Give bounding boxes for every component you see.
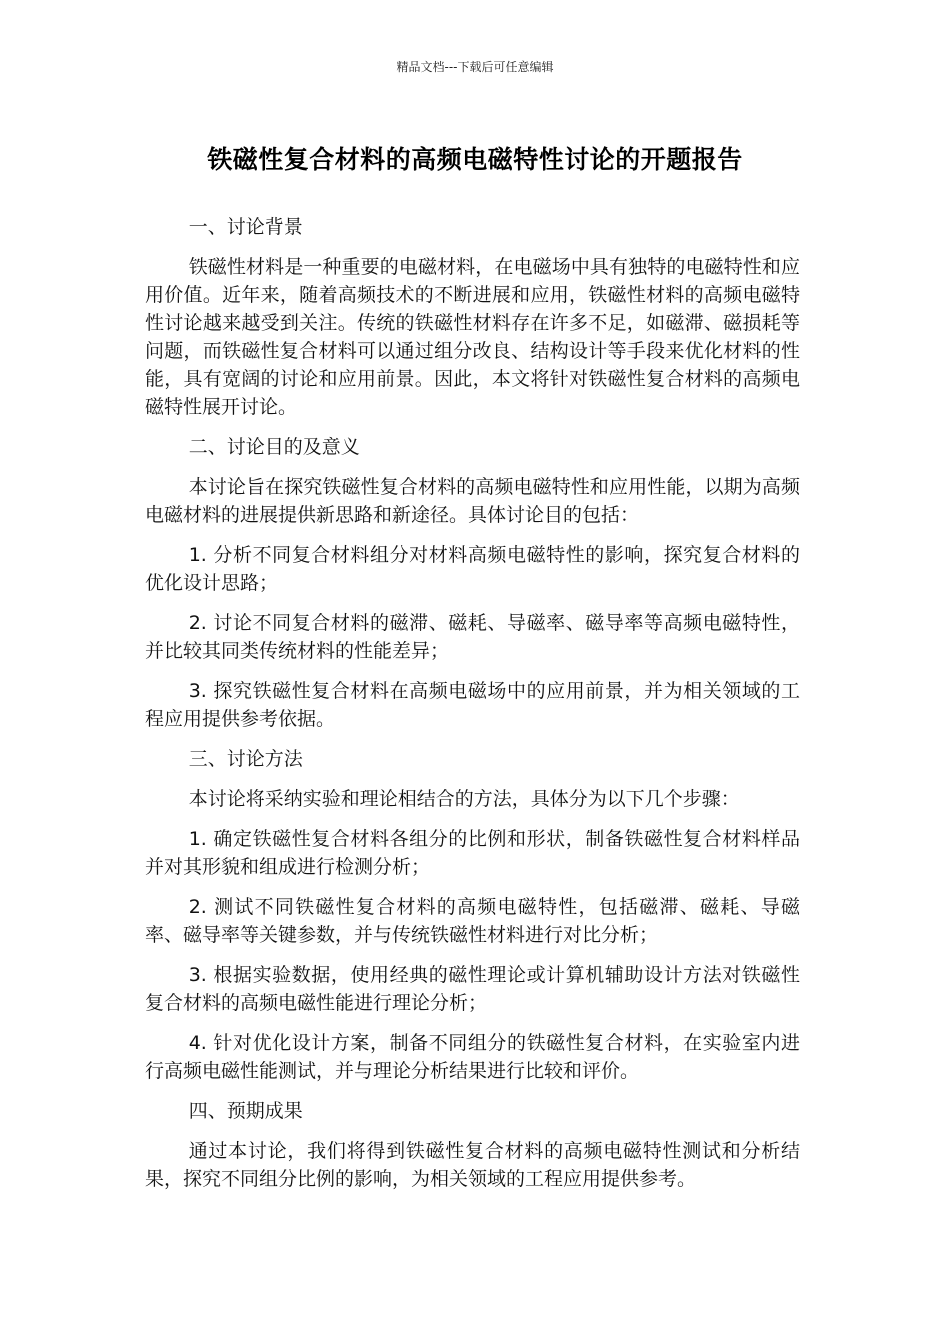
document-body <box>145 213 800 1205</box>
purpose-item-3: 3. 探究铁磁性复合材料在高频电磁场中的应用前景，并为相关领域的工程应用提供参考依据。 <box>145 680 800 730</box>
method-step-1: 1. 确定铁磁性复合材料各组分的比例和形状，制备铁磁性复合材料样品并对其形貌和组成进行检测分析； <box>145 828 800 878</box>
method-step-4: 4. 针对优化设计方案，制备不同组分的铁磁性复合材料，在实验室内进行高频电磁性能测试，并与理论分析结果进行比较和评价。 <box>145 1032 800 1082</box>
header-note: 精品文档---下载后可任意编辑 <box>396 60 554 74</box>
method-step-2: 2. 测试不同铁磁性复合材料的高频电磁特性，包括磁滞、磁耗、导磁率、磁导率等关键参数，并与传统铁磁性材料进行对比分析； <box>145 896 800 946</box>
paragraph-method: 本讨论将采纳实验和理论相结合的方法，具体分为以下几个步骤： <box>188 788 740 810</box>
document-title: 铁磁性复合材料的高频电磁特性讨论的开题报告 <box>207 145 743 174</box>
purpose-item-2: 2. 讨论不同复合材料的磁滞、磁耗、导磁率、磁导率等高频电磁特性，并比较其同类传统材料的性能差异； <box>145 612 800 662</box>
paragraph-purpose: 本讨论旨在探究铁磁性复合材料的高频电磁特性和应用性能，以期为高频电磁材料的进展提供新思路和新途径。具体讨论目的包括： <box>145 476 800 526</box>
purpose-item-1: 1. 分析不同复合材料组分对材料高频电磁特性的影响，探究复合材料的优化设计思路； <box>145 544 800 594</box>
section-heading-results: 四、预期成果 <box>188 1100 303 1122</box>
section-heading-purpose: 二、讨论目的及意义 <box>188 436 360 458</box>
section-heading-method: 三、讨论方法 <box>188 748 303 770</box>
section-heading-background: 一、讨论背景 <box>188 216 303 238</box>
paragraph-background: 铁磁性材料是一种重要的电磁材料，在电磁场中具有独特的电磁特性和应用价值。近年来，随着高频技术的不断进展和应用，铁磁性材料的高频电磁特性讨论越来越受到关注。传统的铁磁性材料存在许多不足，如磁滞、磁损耗等问题，而铁磁性复合材料可以通过组分改良、结构设计等手段来优化材料的性能，具有宽阔的讨论和应用前景。因此，本文将针对铁磁性复合材料的高频电磁特性展开讨论。 <box>145 256 800 418</box>
method-step-3: 3. 根据实验数据，使用经典的磁性理论或计算机辅助设计方法对铁磁性复合材料的高频电磁性能进行理论分析； <box>145 964 800 1014</box>
paragraph-results: 通过本讨论，我们将得到铁磁性复合材料的高频电磁特性测试和分析结果，探究不同组分比例的影响，为相关领域的工程应用提供参考。 <box>145 1140 800 1190</box>
